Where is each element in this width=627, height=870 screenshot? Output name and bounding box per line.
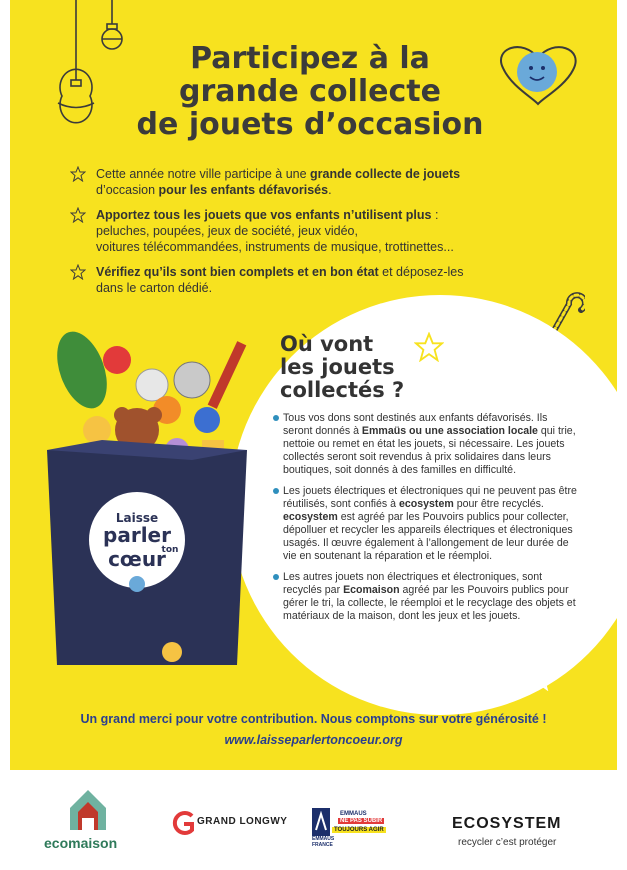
- intro-item: [70, 207, 550, 255]
- title-line: grande collecte: [179, 74, 441, 109]
- bullet-text-bold: Ecomaison: [343, 584, 400, 596]
- intro-text: et déposez-les: [378, 265, 464, 279]
- grand-longwy-logo-icon: [170, 810, 198, 836]
- intro-text-bold: Apportez tous les jouets que vos enfants n’utilisent plus: [96, 208, 432, 222]
- bullet-text: qui trie, nettoie ou remet en état les jouets, si nécessaire. Les jouets collectés seront soit revendus à prix solidaires dans leurs boutiques, soit donnés à des familles en difficulté.: [283, 425, 576, 476]
- bullet-text-bold: ecosystem: [399, 498, 454, 510]
- poster: [10, 0, 617, 770]
- emmaus-logo-icon: [312, 808, 330, 836]
- intro-list: [70, 166, 550, 305]
- star-icon: [414, 332, 444, 362]
- intro-item: [70, 264, 550, 296]
- title-line: Participez à la: [190, 41, 430, 76]
- intro-text: voitures télécommandées, instruments de musique, trottinettes...: [96, 240, 454, 254]
- intro-text: d’occasion: [96, 183, 159, 197]
- heading-line: les jouets: [280, 355, 395, 379]
- page-title: [110, 42, 510, 141]
- bullet-list: [273, 412, 578, 631]
- bullet-text: Tous vos dons sont destinés aux enfants défavorisés. Ils seront donnés à: [283, 412, 548, 437]
- ecomaison-logo: ecomaison: [44, 835, 118, 851]
- ecosystem-logo: ECOSYSTEM: [452, 815, 562, 832]
- star-icon: [70, 207, 86, 223]
- intro-text-bold: Vérifiez qu’ils sont bien complets et en bon état: [96, 265, 379, 279]
- bullet-text-bold: Emmaüs ou une association locale: [361, 425, 538, 437]
- bullet-text: Les jouets électriques et électroniques qui ne peuvent pas être réutilisés, sont confiés à: [283, 485, 577, 510]
- intro-text: peluches, poupées, jeux de société, jeux vidéo,: [96, 224, 358, 238]
- intro-text-bold: pour les enfants défavorisés: [158, 183, 329, 197]
- intro-text: dans le carton dédié.: [96, 281, 213, 295]
- grand-longwy-logo: GRAND LONGWY: [197, 816, 288, 827]
- ecosystem-tagline: recycler c’est protéger: [458, 837, 557, 848]
- bullet-text: agréé par les Pouvoirs publics pour gérer le tri, la collecte, le réemploi et le recyclage des objets et matériaux de la maison, dont les jeux et les jouets.: [283, 584, 576, 622]
- ecomaison-logo-icon: [68, 788, 108, 832]
- thanks-text: Un grand merci pour votre contribution. Nous comptons sur votre générosité !: [80, 712, 547, 726]
- box-text: ton: [161, 545, 179, 555]
- intro-item: [70, 166, 550, 198]
- bullet-text: pour être recyclés.: [453, 498, 544, 510]
- box-text: parler: [103, 523, 171, 547]
- box-text: cœur: [108, 547, 166, 571]
- bullet-item: [273, 571, 578, 623]
- intro-text-bold: grande collecte de jouets: [310, 167, 461, 181]
- bullet-text: Les autres jouets non électriques et électroniques, sont recyclés par: [283, 571, 543, 596]
- box-text: Laisse: [115, 511, 159, 525]
- bullet-text: est agréé par les Pouvoirs publics pour collecter, dépolluer et recycler les appareils électriques et électroniques usagés. Il œuvre également à l’allongement de leur durée de vie en soutenant la réparation et le réemploi.: [283, 511, 573, 562]
- title-line: de jouets d’occasion: [136, 107, 484, 142]
- star-icon: [525, 663, 553, 691]
- website-link[interactable]: www.laisseparlertoncoeur.org: [224, 733, 403, 747]
- intro-text: .: [328, 183, 332, 197]
- bullet-item: [273, 412, 578, 477]
- intro-text: Cette année notre ville participe à une: [96, 167, 311, 181]
- heading-line: collectés ?: [280, 378, 405, 402]
- toy-box-illustration: [42, 300, 252, 670]
- star-icon: [70, 166, 86, 182]
- intro-text: :: [431, 208, 439, 222]
- emmaus-country: EMMAUS FRANCE: [312, 836, 335, 848]
- emmaus-name: EMMAUS: [340, 811, 367, 817]
- heading-line: Où vont: [280, 332, 374, 356]
- emmaus-tag: NE PAS SUBIR: [340, 818, 383, 824]
- section-heading: [280, 333, 404, 402]
- bullet-item: [273, 485, 578, 563]
- bullet-text-bold: ecosystem: [283, 511, 338, 523]
- emmaus-tag: TOUJOURS AGIR: [334, 827, 384, 833]
- star-icon: [70, 264, 86, 280]
